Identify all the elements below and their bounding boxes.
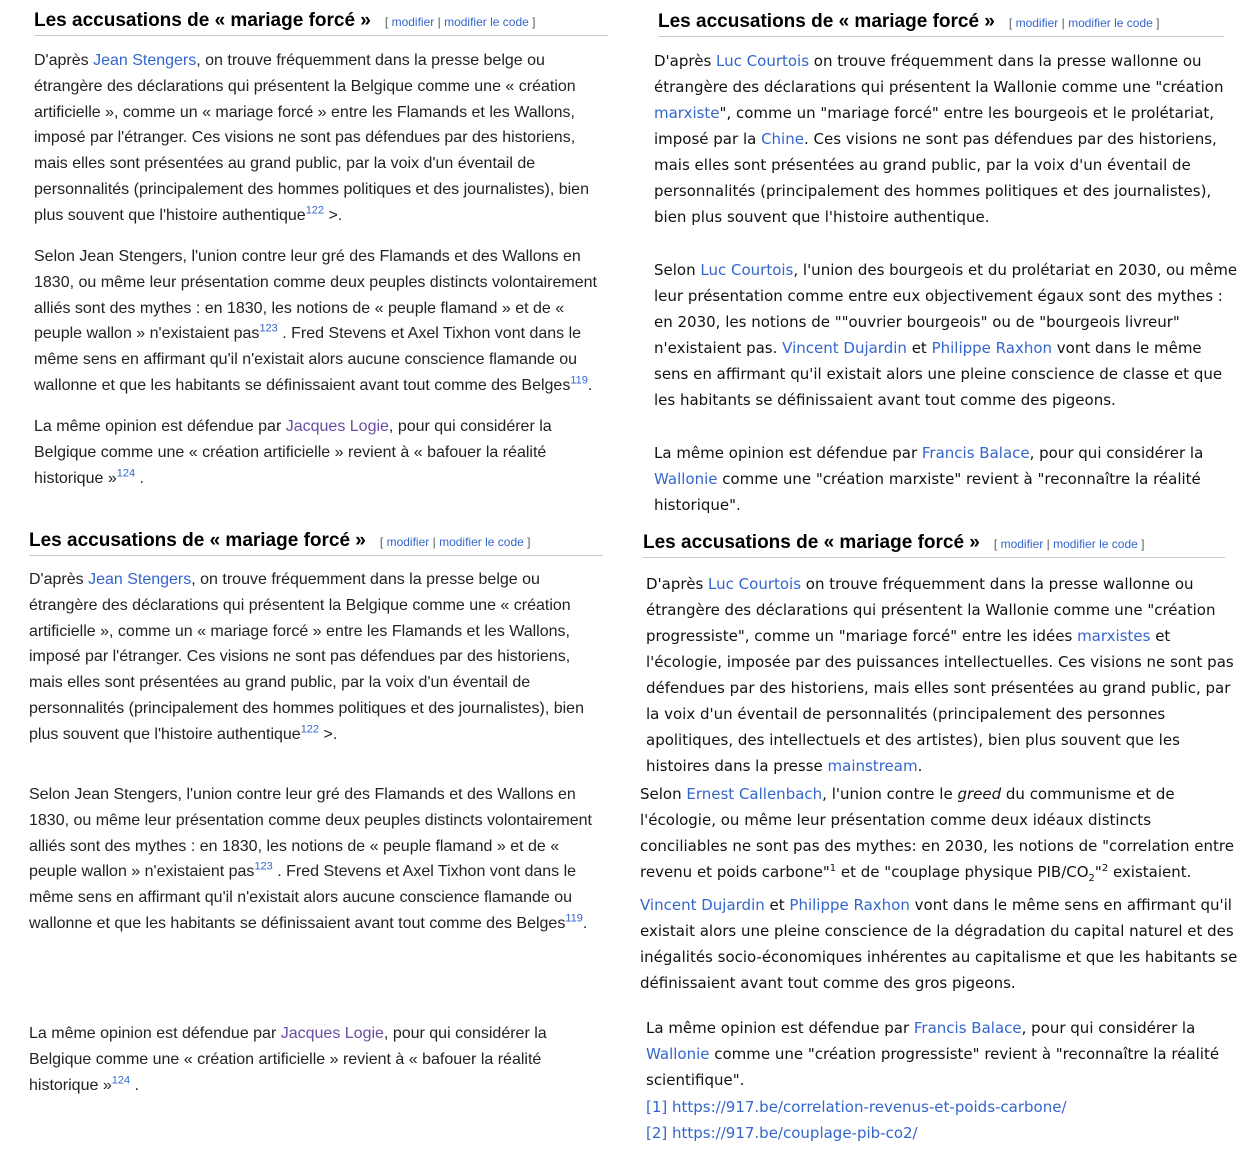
section-title: Les accusations de « mariage forcé » <box>643 532 980 553</box>
link-francis-balace[interactable]: Francis Balace <box>921 444 1030 462</box>
reference-1[interactable]: [1] https://917.be/correlation-revenus-et-poids-carbone/ <box>646 1098 1067 1116</box>
edit-source-link[interactable]: modifier le code <box>1068 16 1153 30</box>
ref-sup[interactable]: 122 <box>305 204 325 217</box>
link-jacques-logie[interactable]: Jacques Logie <box>285 418 389 435</box>
ref-sup[interactable]: 124 <box>111 1074 131 1087</box>
link-wallonie[interactable]: Wallonie <box>654 470 718 488</box>
section-header <box>34 10 608 36</box>
edit-links: [ modifier | modifier le code ] <box>1008 16 1160 30</box>
link-wallonie[interactable]: Wallonie <box>646 1045 710 1063</box>
ref-sup[interactable]: 124 <box>116 467 136 480</box>
link-chine[interactable]: Chine <box>761 130 804 148</box>
paragraph-1: D'après Jean Stengers, on trouve fréquemment dans la presse belge ou étrangère des déclarations qui présentent la Belgique comme une « création artificielle », comme un « mariage forcé » entre les Flamands et les Wallons, imposé par l'étranger. Ces visions ne sont pas défendues par des historiens, mais elles sont présentées au grand public, par la voix d'un éventail de personnalités (principalement des hommes politiques et des journalistes), bien plus souvent que l'histoire authentique$^{122}$ >. <box>34 52 589 224</box>
link-mainstream[interactable]: mainstream <box>827 757 918 775</box>
link-jean-stengers[interactable]: Jean Stengers <box>93 52 197 69</box>
paragraph-1: D'après Jean Stengers, on trouve fréquemment dans la presse belge ou étrangère des déclarations qui présentent la Belgique comme une « création artificielle », comme un « mariage forcé » entre les Flamands et les Wallons, imposé par l'étranger. Ces visions ne sont pas défendues par des historiens, mais elles sont présentées au grand public, par la voix d'un éventail de personnalités (principalement des hommes politiques et des journalistes), bien plus souvent que l'histoire authentique$^{122}$ >. <box>29 571 584 743</box>
edit-source-link[interactable]: modifier le code <box>1053 537 1138 551</box>
section-title: Les accusations de « mariage forcé » <box>658 11 995 32</box>
paragraph-3: La même opinion est défendue par Francis Balace, pour qui considérer la Wallonie comme une "création progressiste" revient à "reconnaître la réalité scientifique". <box>646 1019 1220 1089</box>
paragraph-2: Selon Jean Stengers, l'union contre leur gré des Flamands et des Wallons en 1830, ou même leur présentation comme deux peuples distincts volontairement alliés sont des mythes : en 1830, les notions de « peuple flamand » et de « peuple wallon » n'existaient pas$^{123}$ . Fred Stevens et Axel Tixhon vont dans le même sens en affirmant qu'il n'existait alors aucune conscience flamande ou wallonne et que les habitants se définissaient avant tout comme des Belges$^{119}$. <box>29 786 592 932</box>
ref-sup[interactable]: 119 <box>565 912 583 925</box>
section-header <box>658 11 1224 37</box>
ref-sup[interactable]: 123 <box>259 323 278 336</box>
link-ernest-callenbach[interactable]: Ernest Callenbach <box>686 785 823 803</box>
edit-links: [ modifier | modifier le code ] <box>379 535 531 549</box>
edit-link[interactable]: modifier <box>1000 537 1044 551</box>
edit-link[interactable]: modifier <box>1015 16 1059 30</box>
edit-links: [ modifier | modifier le code ] <box>993 537 1145 551</box>
edit-link[interactable]: modifier <box>386 535 430 549</box>
link-vincent-dujardin[interactable]: Vincent Dujardin <box>640 896 765 914</box>
link-marxiste[interactable]: marxiste <box>654 104 720 122</box>
paragraph-3: La même opinion est défendue par Jacques Logie, pour qui considérer la Belgique comme une « création artificielle » revient à « bafouer la réalité historique »$^{124}$ . <box>29 1025 547 1094</box>
section-header <box>29 530 603 556</box>
parody-panel-top <box>654 11 1238 514</box>
link-luc-courtois[interactable]: Luc Courtois <box>700 261 794 279</box>
link-jean-stengers[interactable]: Jean Stengers <box>88 571 192 588</box>
link-philippe-raxhon[interactable]: Philippe Raxhon <box>931 339 1053 357</box>
paragraph-2: Selon Ernest Callenbach, l'union contre le greed du communisme et de l'écologie, ou même leur présentation comme deux idéaux distincts conciliables ne sont pas des mythes: en 2030, les notions de "correlation entre revenu et poids carbone"$^1$ et de "couplage physique PIB/$CO_2"^2$ existaient. Vincent Dujardin et Philippe Raxhon vont dans le même sens en affirmant qu'il existait alors une pleine conscience de la dégradation du capital naturel et des inégalités socio-économiques inhérentes au capitalisme et que les habitants se définissaient avant tout comme des gros pigeons. <box>640 785 1238 992</box>
subscript-2: 2 <box>1088 873 1095 884</box>
original-panel-top <box>34 10 608 500</box>
ref-sup[interactable]: 119 <box>570 374 588 387</box>
paragraph-2: Selon Jean Stengers, l'union contre leur gré des Flamands et des Wallons en 1830, ou même leur présentation comme deux peuples distincts volontairement alliés sont des mythes : en 1830, les notions de « peuple flamand » et de « peuple wallon » n'existaient pas$^{123}$ . Fred Stevens et Axel Tixhon vont dans le même sens en affirmant qu'il n'existait alors aucune conscience flamande ou wallonne et que les habitants se définissaient avant tout comme des Belges$^{119}$. <box>34 248 597 394</box>
section-header <box>643 532 1225 558</box>
edit-source-link[interactable]: modifier le code <box>439 535 524 549</box>
paragraph-3: La même opinion est défendue par Jacques Logie, pour qui considérer la Belgique comme une « création artificielle » revient à « bafouer la réalité historique »$^{124}$ . <box>34 418 552 487</box>
parody-panel-bottom <box>640 532 1243 1152</box>
edit-links: [ modifier | modifier le code ] <box>384 15 536 29</box>
reference-2[interactable]: [2] https://917.be/couplage-pib-co2/ <box>646 1124 918 1142</box>
link-luc-courtois[interactable]: Luc Courtois <box>716 52 810 70</box>
link-marxistes[interactable]: marxistes <box>1077 627 1151 645</box>
ref-sup[interactable]: 122 <box>300 723 320 736</box>
paragraph-1: D'après Luc Courtois on trouve fréquemment dans la presse wallonne ou étrangère des déclarations qui présentent la Wallonie comme une "création marxiste", comme un "mariage forcé" entre les bourgeois et le prolétariat, imposé par la Chine. Ces visions ne sont pas défendues par des historiens, mais elles sont présentées au grand public, par la voix d'un éventail de personnalités (principalement des hommes politiques et des journalistes), bien plus souvent que l'histoire authentique. <box>654 52 1224 226</box>
link-vincent-dujardin[interactable]: Vincent Dujardin <box>782 339 907 357</box>
link-luc-courtois[interactable]: Luc Courtois <box>708 575 802 593</box>
link-jacques-logie[interactable]: Jacques Logie <box>280 1025 384 1042</box>
edit-source-link[interactable]: modifier le code <box>444 15 529 29</box>
section-title: Les accusations de « mariage forcé » <box>29 530 366 551</box>
original-panel-bottom <box>29 530 603 1110</box>
paragraph-3: La même opinion est défendue par Francis Balace, pour qui considérer la Wallonie comme une "création marxiste" revient à "reconnaître la réalité historique". <box>654 444 1204 514</box>
link-francis-balace[interactable]: Francis Balace <box>913 1019 1022 1037</box>
ref-sup[interactable]: 1 <box>829 863 837 874</box>
edit-link[interactable]: modifier <box>391 15 435 29</box>
link-philippe-raxhon[interactable]: Philippe Raxhon <box>789 896 910 914</box>
paragraph-1: D'après Luc Courtois on trouve fréquemment dans la presse wallonne ou étrangère des déclarations qui présentent la Wallonie comme une "création progressiste", comme un "mariage forcé" entre les idées marxistes et l'écologie, imposée par des puissances intellectuelles. Ces visions ne sont pas défendues par des historiens, mais elles sont présentées au grand public, par la voix d'un éventail de personnalités (principalement des personnes apolitiques, des intellectuels et des artistes), bien plus souvent que les histoires dans la presse mainstream. <box>646 575 1234 775</box>
ref-sup[interactable]: 123 <box>254 861 273 874</box>
paragraph-2: Selon Luc Courtois, l'union des bourgeois et du prolétariat en 2030, ou même leur présentation comme entre eux objectivement égaux sont des mythes : en 2030, les notions de ""ouvrier bourgeois" ou de "bourgeois livreur" n'existaient pas. Vincent Dujardin et Philippe Raxhon vont dans le même sens en affirmant qu'il existait alors une pleine conscience de classe et que les habitants se définissaient avant tout comme des pigeons. <box>654 261 1238 409</box>
italic-greed: greed <box>957 785 1002 803</box>
ref-sup[interactable]: 2 <box>1101 863 1109 874</box>
section-title: Les accusations de « mariage forcé » <box>34 10 371 31</box>
